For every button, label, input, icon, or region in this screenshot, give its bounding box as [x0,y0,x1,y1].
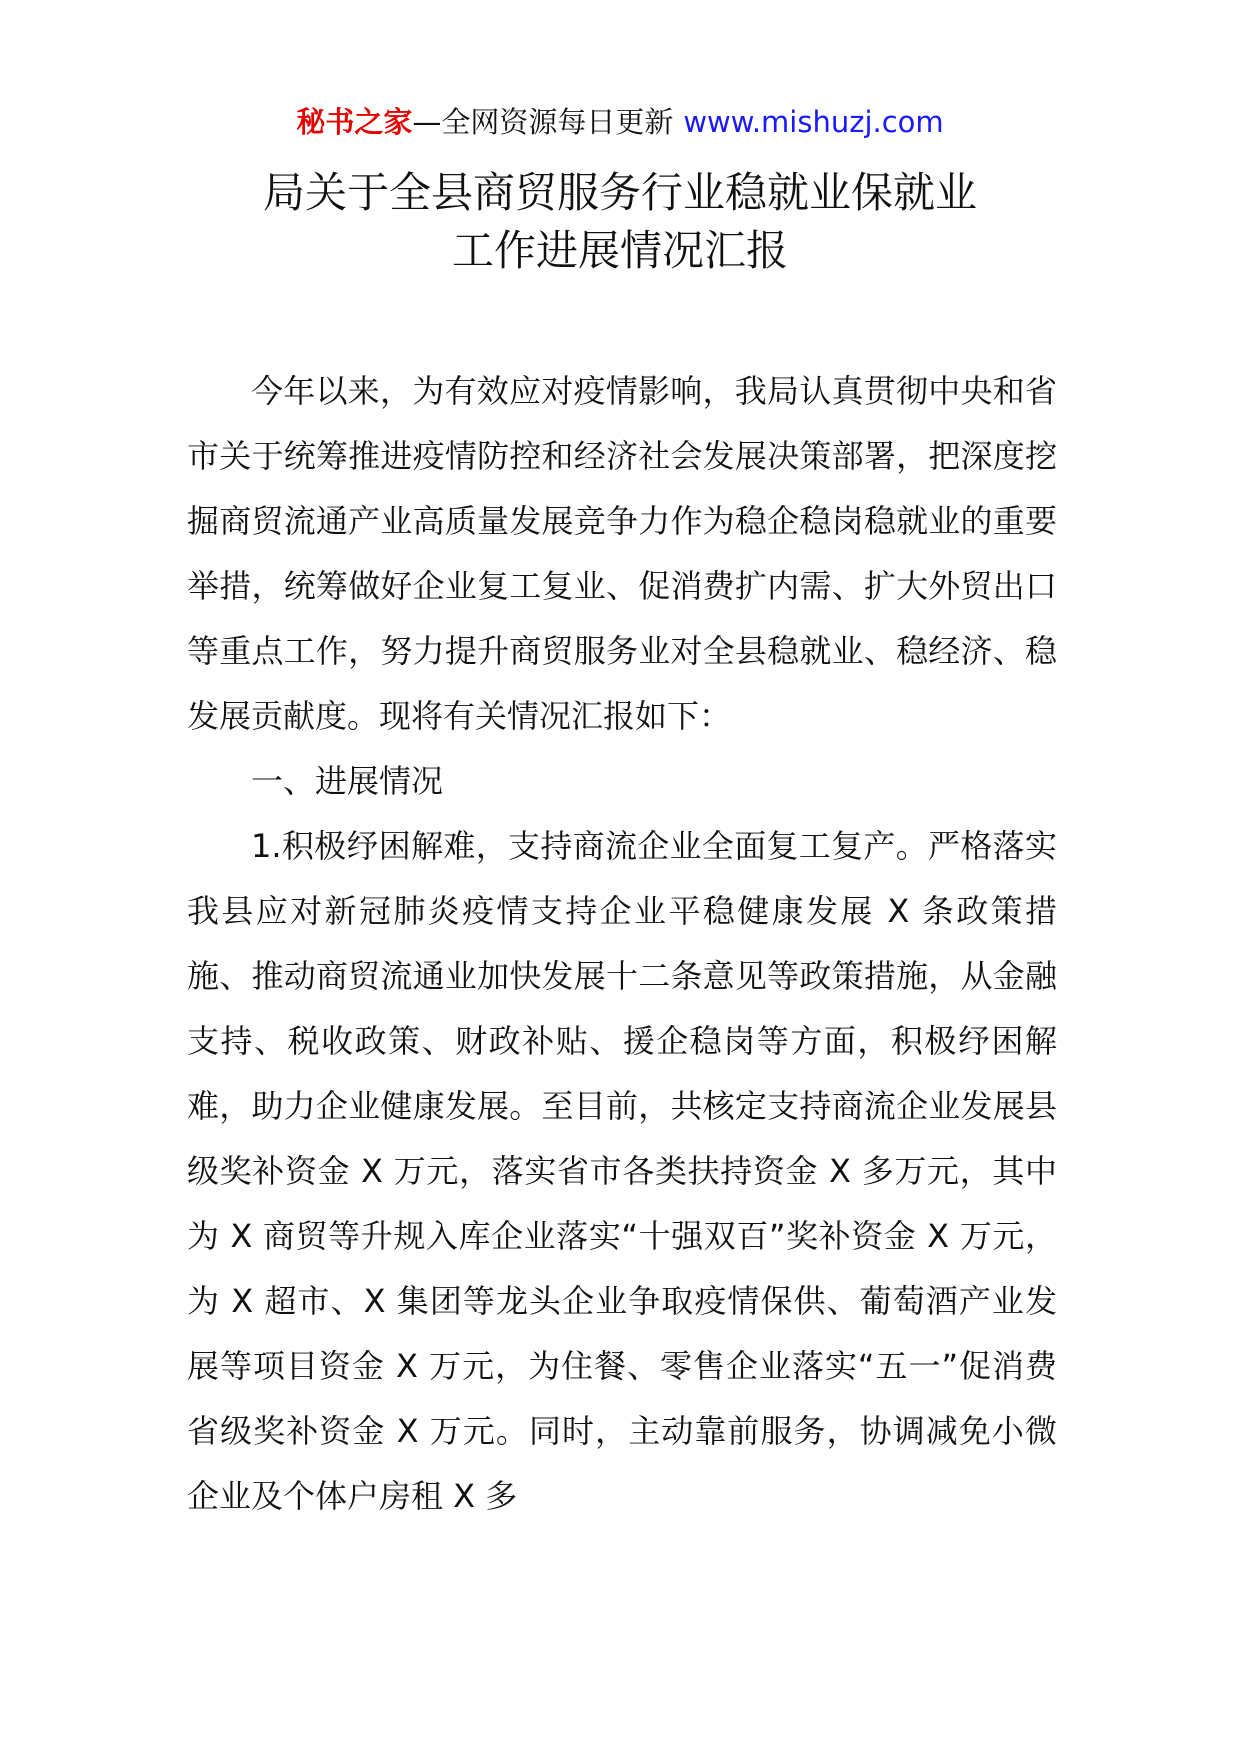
site-url-link[interactable]: www.mishuzj.com [683,105,944,139]
body-paragraph: 1.积极纾困解难，支持商流企业全面复工复产。严格落实我县应对新冠肺炎疫情支持企业平稳健康发展 X 条政策措施、推动商贸流通业加快发展十二条意见等政策措施，从金融支持、税收政策、财政补贴、援企稳岗等方面，积极纾困解难，助力企业健康发展。至目前，共核定支持商流企业发展县级奖补资金 X 万元，落实省市各类扶持资金 X 多万元，其中为 X 商贸等升规入库企业落实“十强双百”奖补资金 X 万元，为 X 超市、X 集团等龙头企业争取疫情保供、葡萄酒产业发展等项目资金 X 万元，为住餐、零售企业落实“五一”促消费省级奖补资金 X 万元。同时，主动靠前服务，协调减免小微企业及个体户房租 X 多 [187,827,1057,1515]
brand-name: 秘书之家 [296,105,413,139]
intro-paragraph: 今年以来，为有效应对疫情影响，我局认真贯彻中央和省市关于统筹推进疫情防控和经济社会发展决策部署，把深度挖掘商贸流通产业高质量发展竞争力作为稳企稳岗稳就业的重要举措，统筹做好企业复工复业、促消费扩内需、扩大外贸出口等重点工作，努力提升商贸服务业对全县稳就业、稳经济、稳发展贡献度。现将有关情况汇报如下： [187,372,1057,735]
title-line-1: 局关于全县商贸服务行业稳就业保就业 [262,168,977,217]
title-line-2: 工作进展情况汇报 [451,226,788,275]
document-title [0,164,1240,280]
site-header [0,102,1240,142]
header-tagline: —全网资源每日更新 [412,105,674,139]
section-heading: 一、进展情况 [251,762,444,800]
document-body [187,359,1057,1529]
